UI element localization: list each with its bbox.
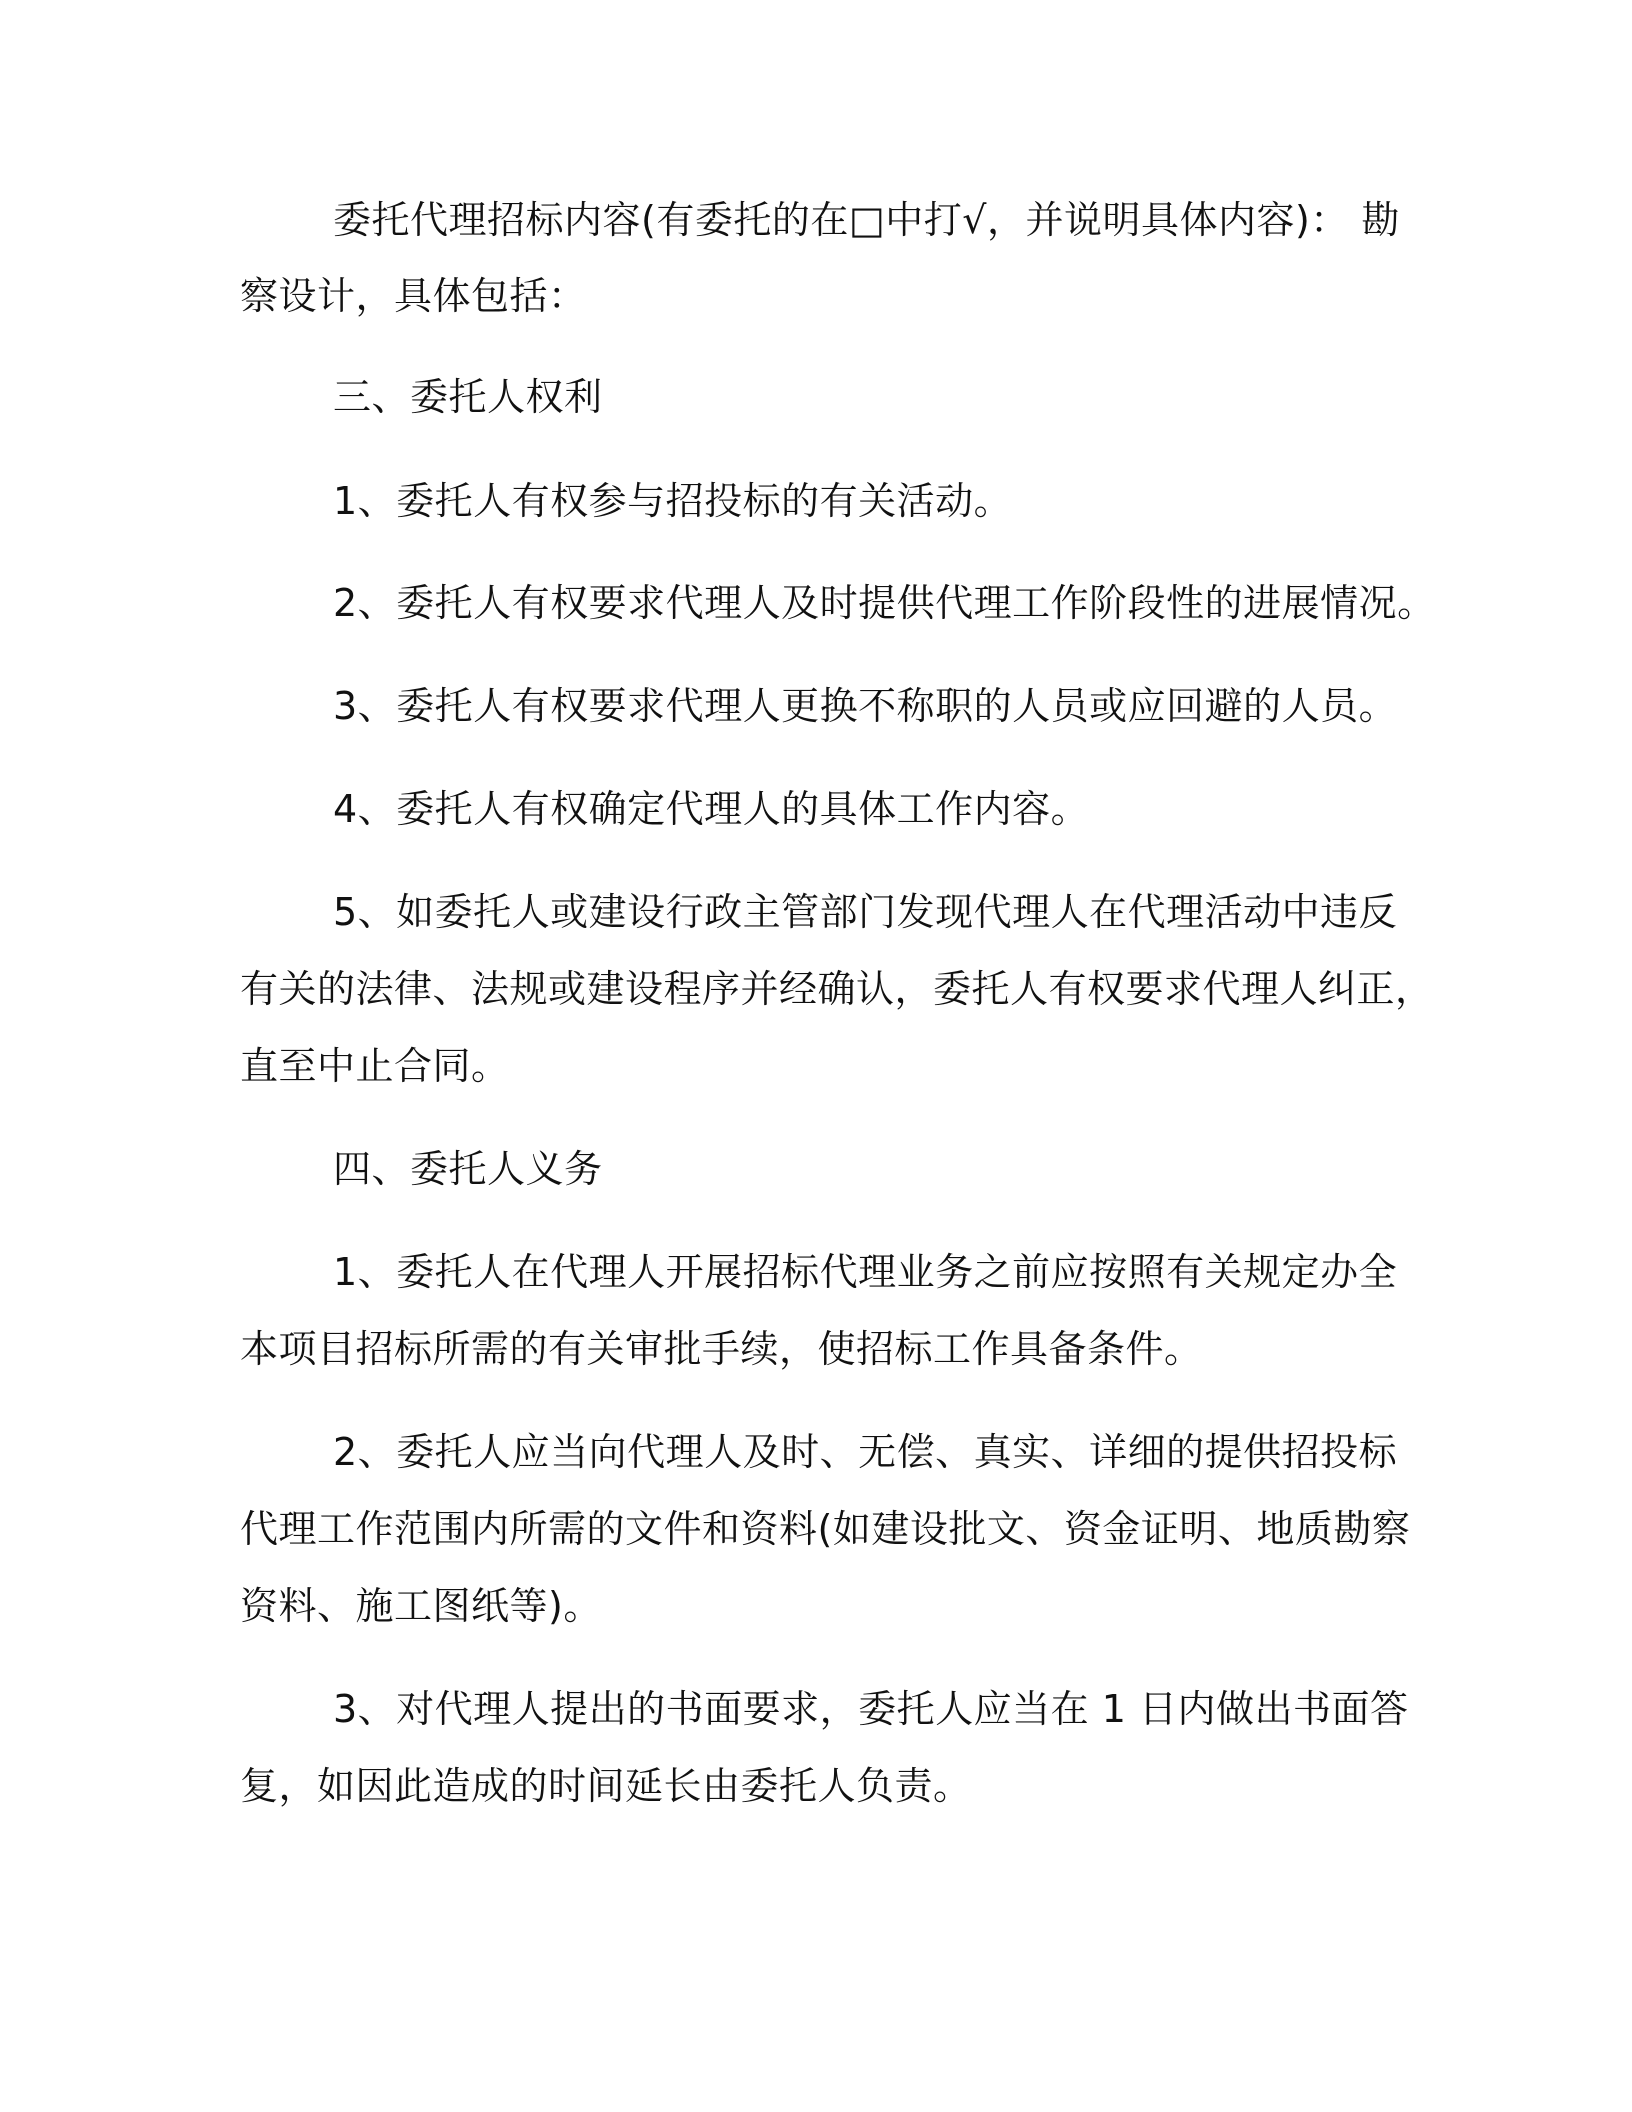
section-heading-rights: 三、委托人权利	[333, 375, 603, 419]
duties-item-1-line-2: 本项目招标所需的有关审批手续，使招标工作具备条件。	[240, 1327, 1203, 1371]
duties-item-2-line-3: 资料、施工图纸等)。	[240, 1584, 602, 1628]
rights-item-5-line-3: 直至中止合同。	[240, 1044, 510, 1088]
duties-item-3-line-2: 复，如因此造成的时间延长由委托人负责。	[240, 1764, 972, 1808]
rights-item-3: 3、委托人有权要求代理人更换不称职的人员或应回避的人员。	[333, 684, 1398, 728]
rights-item-5-line-1: 5、如委托人或建设行政主管部门发现代理人在代理活动中违反	[333, 890, 1398, 934]
rights-item-2: 2、委托人有权要求代理人及时提供代理工作阶段性的进展情况。	[333, 581, 1436, 625]
rights-item-1: 1、委托人有权参与招投标的有关活动。	[333, 479, 1013, 523]
intro-paragraph-line-2: 察设计，具体包括：	[240, 274, 587, 318]
intro-paragraph-line-1: 委托代理招标内容(有委托的在□中打√，并说明具体内容)： 勘	[333, 198, 1400, 242]
section-heading-duties: 四、委托人义务	[333, 1147, 603, 1191]
duties-item-1-line-1: 1、委托人在代理人开展招标代理业务之前应按照有关规定办全	[333, 1250, 1398, 1294]
rights-item-4: 4、委托人有权确定代理人的具体工作内容。	[333, 787, 1090, 831]
duties-item-2-line-1: 2、委托人应当向代理人及时、无偿、真实、详细的提供招投标	[333, 1430, 1398, 1474]
duties-item-3-line-1: 3、对代理人提出的书面要求，委托人应当在 1 日内做出书面答	[333, 1687, 1409, 1731]
duties-item-2-line-2: 代理工作范围内所需的文件和资料(如建设批文、资金证明、地质勘察	[240, 1507, 1411, 1551]
rights-item-5-line-2: 有关的法律、法规或建设程序并经确认，委托人有权要求代理人纠正，	[240, 967, 1434, 1011]
